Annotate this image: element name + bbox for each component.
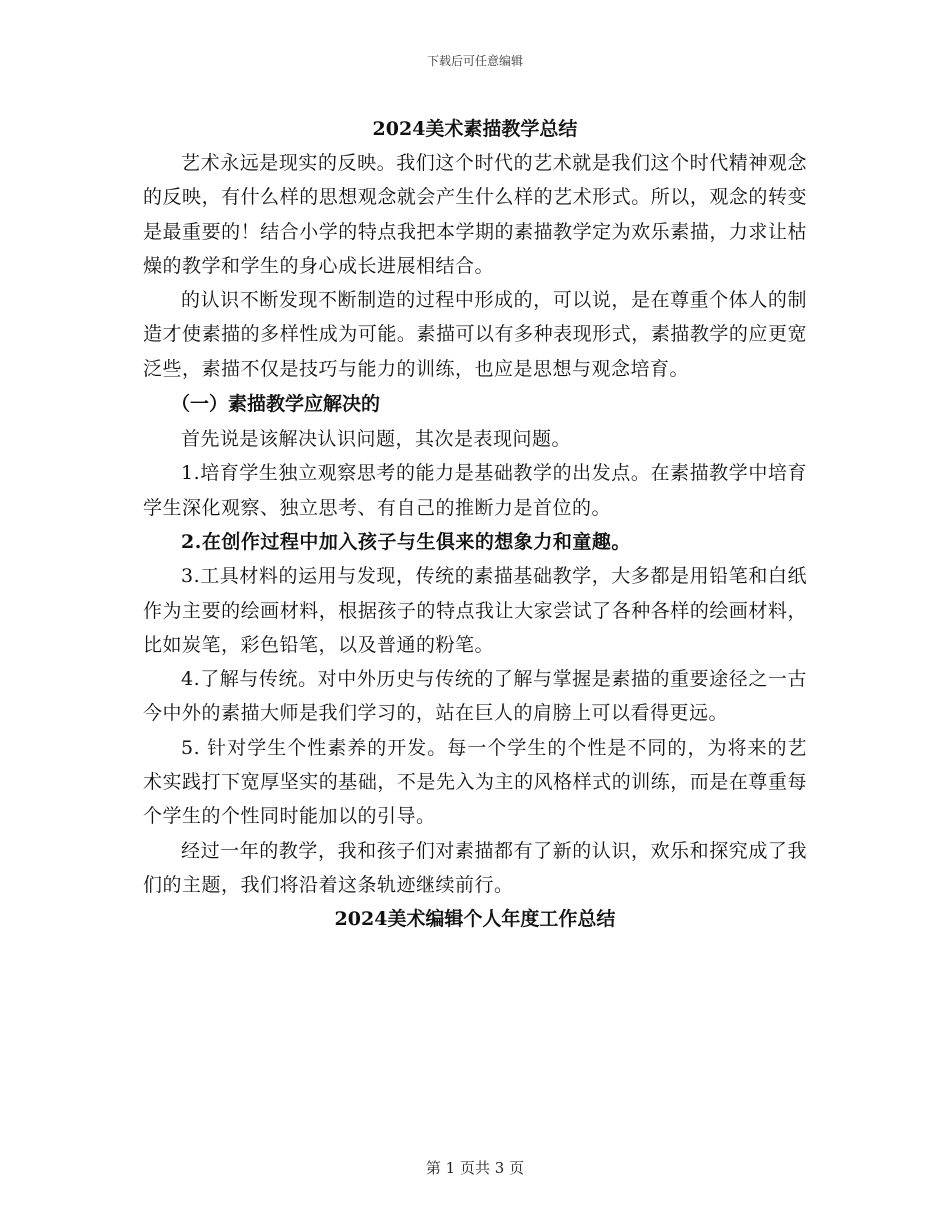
paragraph-item-2: 2.在创作过程中加入孩子与生俱来的想象力和童趣。 bbox=[181, 530, 631, 553]
paragraph: 首先说是该解决认识问题，其次是表现问题。 bbox=[181, 428, 572, 451]
document-body bbox=[143, 112, 807, 936]
paragraph-item-1: 1.培育学生独立观察思考的能力是基础教学的出发点。在素描教学中培育学生深化观察、独立思考、有自己的推断力是首位的。 bbox=[143, 462, 807, 519]
next-document-title: 2024美术编辑个人年度工作总结 bbox=[334, 908, 616, 931]
document-title: 2024美术素描教学总结 bbox=[372, 118, 578, 140]
page-header-note: 下载后可任意编辑 bbox=[426, 54, 523, 68]
paragraph-item-4: 4.了解与传统。对中外历史与传统的了解与掌握是素描的重要途径之一古今中外的素描大师是我们学习的，站在巨人的肩膀上可以看得更远。 bbox=[143, 668, 807, 725]
paragraph-item-5: 5. 针对学生个性素养的开发。每一个学生的个性是不同的，为将来的艺术实践打下宽厚坚实的基础，不是先入为主的风格样式的训练，而是在尊重每个学生的个性同时能加以的引导。 bbox=[143, 736, 807, 828]
page-number: 第 1 页共 3 页 bbox=[425, 1159, 525, 1177]
paragraph: 的认识不断发现不断制造的过程中形成的，可以说，是在尊重个体人的制造才使素描的多样性成为可能。素描可以有多种表现形式，素描教学的应更宽泛些，素描不仅是技巧与能力的训练，也应是思想与观念培育。 bbox=[143, 289, 807, 380]
paragraph-item-3: 3.工具材料的运用与发现，传统的素描基础教学，大多都是用铅笔和白纸作为主要的绘画材料，根据孩子的特点我让大家尝试了各种各样的绘画材料，比如炭笔，彩色铅笔，以及普通的粉笔。 bbox=[143, 565, 807, 656]
paragraph: 艺术永远是现实的反映。我们这个时代的艺术就是我们这个时代精神观念的反映，有什么样的思想观念就会产生什么样的艺术形式。所以，观念的转变是最重要的！结合小学的特点我把本学期的素描教学定为欢乐素描，力求让枯燥的教学和学生的身心成长进展相结合。 bbox=[143, 152, 807, 277]
section-heading: （一）素描教学应解决的 bbox=[171, 393, 381, 416]
paragraph-conclusion: 经过一年的教学，我和孩子们对素描都有了新的认识，欢乐和探究成了我们的主题，我们将沿着这条轨迹继续前行。 bbox=[143, 839, 807, 896]
